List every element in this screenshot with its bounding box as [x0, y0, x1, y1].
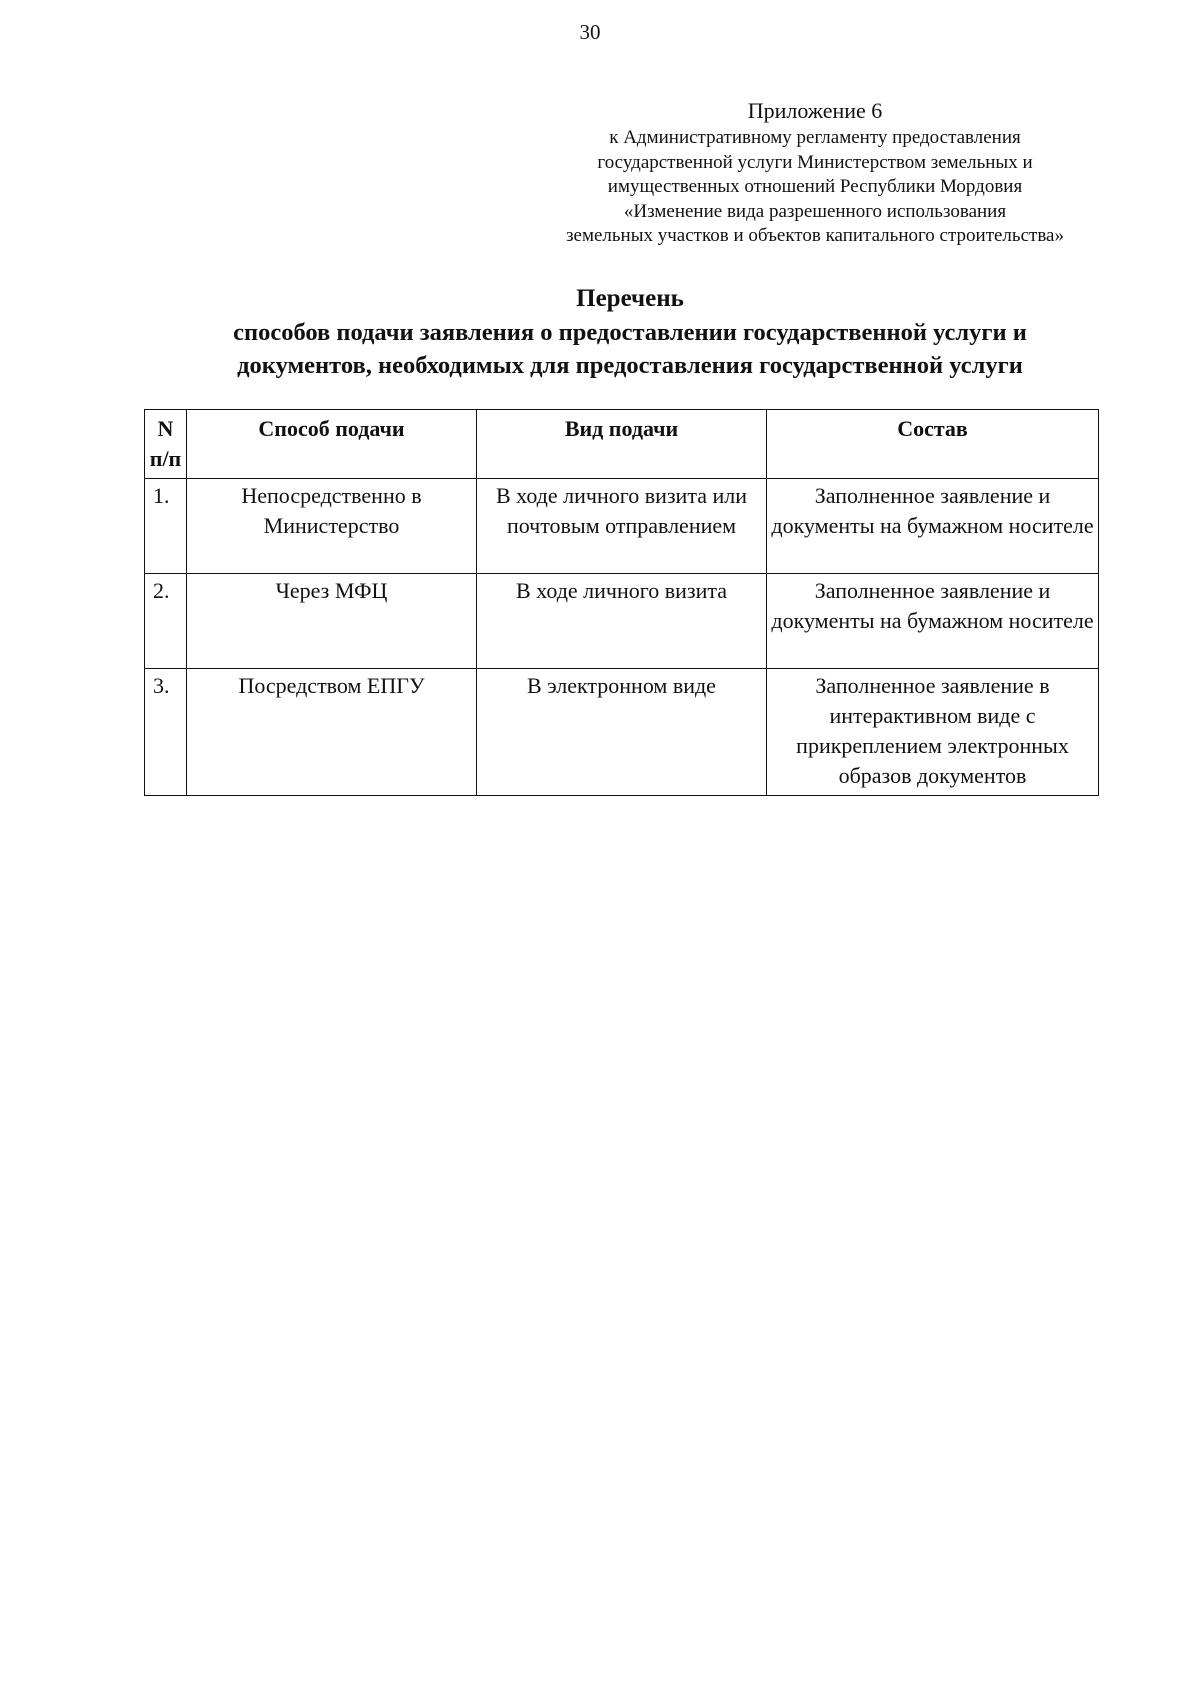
row-contents: Заполненное заявление в интерактивном виде с прикреплением электронных образов документов [767, 669, 1099, 796]
row-method: Непосредственно в Министерство [187, 479, 477, 574]
table-row [145, 669, 1099, 796]
header-contents: Состав [767, 410, 1099, 479]
appendix-line: имущественных отношений Республики Мордовия [607, 176, 1023, 198]
row-contents: Заполненное заявление и документы на бумажном носителе [767, 479, 1099, 574]
row-type: В ходе личного визита или почтовым отправлением [477, 479, 767, 574]
heading-title: Перечень [576, 285, 684, 312]
row-contents: Заполненное заявление и документы на бумажном носителе [767, 574, 1099, 669]
table-row [145, 479, 1099, 574]
document-heading [130, 282, 1130, 382]
table-header-row [145, 410, 1099, 479]
heading-line: документов, необходимых для предоставления государственной услуги [237, 352, 1023, 379]
row-type: В ходе личного визита [477, 574, 767, 669]
appendix-block [515, 96, 1115, 249]
row-number: 2. [145, 574, 187, 669]
row-method: Посредством ЕПГУ [187, 669, 477, 796]
header-type: Вид подачи [477, 410, 767, 479]
row-method: Через МФЦ [187, 574, 477, 669]
header-method: Способ подачи [187, 410, 477, 479]
appendix-line: «Изменение вида разрешенного использования [623, 200, 1007, 222]
row-number: 1. [145, 479, 187, 574]
row-number: 3. [145, 669, 187, 796]
row-type: В электронном виде [477, 669, 767, 796]
submission-methods-table [144, 409, 1099, 796]
appendix-line: земельных участков и объектов капитального строительства» [566, 225, 1064, 247]
page-number: 30 [579, 20, 601, 44]
appendix-line: государственной услуги Министерством земельных и [597, 151, 1033, 173]
appendix-title: Приложение 6 [747, 98, 883, 123]
table-row [145, 574, 1099, 669]
heading-line: способов подачи заявления о предоставлении государственной услуги и [233, 319, 1027, 346]
header-number: N п/п [145, 410, 187, 479]
appendix-line: к Административному регламенту предоставления [609, 127, 1021, 148]
